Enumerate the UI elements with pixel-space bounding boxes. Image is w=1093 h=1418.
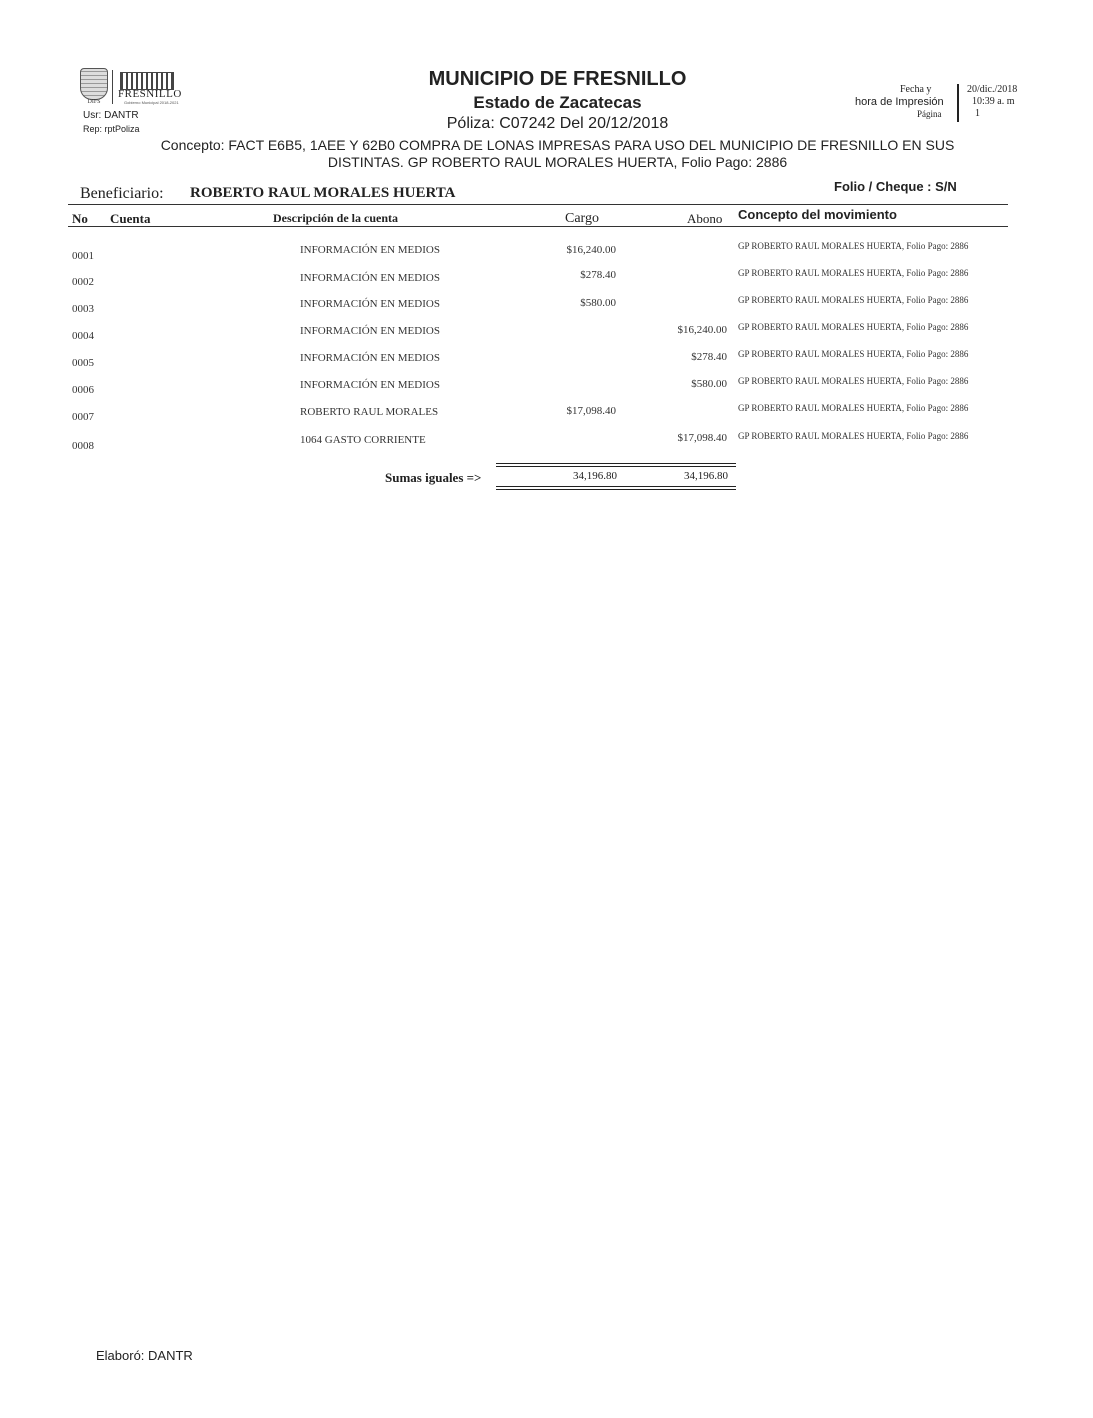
row-descripcion: INFORMACIÓN EN MEDIOS [300,272,440,284]
row-concepto: GP ROBERTO RAUL MORALES HUERTA, Folio Pago: 2886 [738,241,969,251]
row-abono: $16,240.00 [677,324,727,336]
row-descripcion: INFORMACIÓN EN MEDIOS [300,379,440,391]
concepto-line-1: Concepto: FACT E6B5, 1AEE Y 62B0 COMPRA DE LONAS IMPRESAS PARA USO DEL MUNICIPIO DE FRESNILLO EN SUS [160,137,955,153]
row-descripcion: INFORMACIÓN EN MEDIOS [300,325,440,337]
meta-label-fecha: Fecha y [900,84,932,95]
row-concepto: GP ROBERTO RAUL MORALES HUERTA, Folio Pago: 2886 [738,403,969,413]
row-no: 0005 [72,357,94,369]
sumas-iguales-label: Sumas iguales => [385,470,482,485]
row-no: 0006 [72,384,94,396]
row-no: 0004 [72,330,94,342]
sum-abono: 34,196.80 [684,470,728,482]
sum-top-rule-2 [496,466,736,467]
concepto-block [0,137,1093,171]
row-no: 0008 [72,440,94,452]
row-concepto: GP ROBERTO RAUL MORALES HUERTA, Folio Pago: 2886 [738,322,969,332]
row-cargo: $17,098.40 [566,405,616,417]
beneficiario-value: ROBERTO RAUL MORALES HUERTA [190,185,456,201]
row-concepto: GP ROBERTO RAUL MORALES HUERTA, Folio Pago: 2886 [738,431,969,441]
beneficiario-label: Beneficiario: [80,185,164,202]
column-header-abono: Abono [687,211,723,226]
sum-cargo: 34,196.80 [573,470,617,482]
sum-top-rule-1 [496,463,736,464]
column-header-concepto: Concepto del movimiento [738,207,897,222]
column-header-descripcion: Descripción de la cuenta [273,211,398,225]
meta-label-hora: hora de Impresión [855,96,944,108]
table-header-rule [68,226,1008,227]
sum-bottom-rule-1 [496,486,736,487]
page-title: MUNICIPIO DE FRESNILLO [428,68,687,90]
seal-text: DIFS [87,99,101,105]
sum-bottom-rule-2 [496,489,736,490]
row-descripcion: INFORMACIÓN EN MEDIOS [300,244,440,256]
page-subtitle: Estado de Zacatecas [473,93,642,112]
row-descripcion: 1064 GASTO CORRIENTE [300,434,426,446]
row-no: 0007 [72,411,94,423]
logo-brand: FRESNILLO [118,88,182,100]
meta-value-hora: 10:39 a. m [972,96,1015,107]
row-abono: $17,098.40 [677,432,727,444]
column-header-cargo: Cargo [565,211,599,226]
row-cargo: $580.00 [580,297,616,309]
row-no: 0002 [72,276,94,288]
user-label: Usr: DANTR [83,110,139,121]
row-descripcion: ROBERTO RAUL MORALES [300,406,439,418]
row-no: 0003 [72,303,94,315]
row-cargo: $16,240.00 [566,244,616,256]
meta-divider [957,84,959,122]
row-abono: $580.00 [691,378,727,390]
table-top-rule [68,204,1008,205]
row-descripcion: INFORMACIÓN EN MEDIOS [300,352,440,364]
meta-value-pagina: 1 [975,108,980,119]
row-concepto: GP ROBERTO RAUL MORALES HUERTA, Folio Pago: 2886 [738,349,969,359]
elaboro-label: Elaboró: DANTR [96,1348,193,1363]
row-concepto: GP ROBERTO RAUL MORALES HUERTA, Folio Pago: 2886 [738,376,969,386]
column-header-cuenta: Cuenta [110,211,151,226]
row-no: 0001 [72,250,94,262]
row-concepto: GP ROBERTO RAUL MORALES HUERTA, Folio Pago: 2886 [738,268,969,278]
row-descripcion: INFORMACIÓN EN MEDIOS [300,298,440,310]
row-abono: $278.40 [691,351,727,363]
poliza-number: Póliza: C07242 Del 20/12/2018 [446,115,669,132]
folio-cheque: Folio / Cheque : S/N [834,179,957,194]
row-concepto: GP ROBERTO RAUL MORALES HUERTA, Folio Pago: 2886 [738,295,969,305]
meta-label-pagina: Página [917,109,942,119]
column-header-no: No [72,211,88,226]
report-label: Rep: rptPoliza [83,124,140,134]
logo-brand-sub: Gobierno Municipal 2018-2021 [124,100,179,105]
meta-value-fecha: 20/dic./2018 [967,84,1018,95]
concepto-line-2: DISTINTAS. GP ROBERTO RAUL MORALES HUERTA, Folio Pago: 2886 [327,154,788,170]
row-cargo: $278.40 [580,269,616,281]
